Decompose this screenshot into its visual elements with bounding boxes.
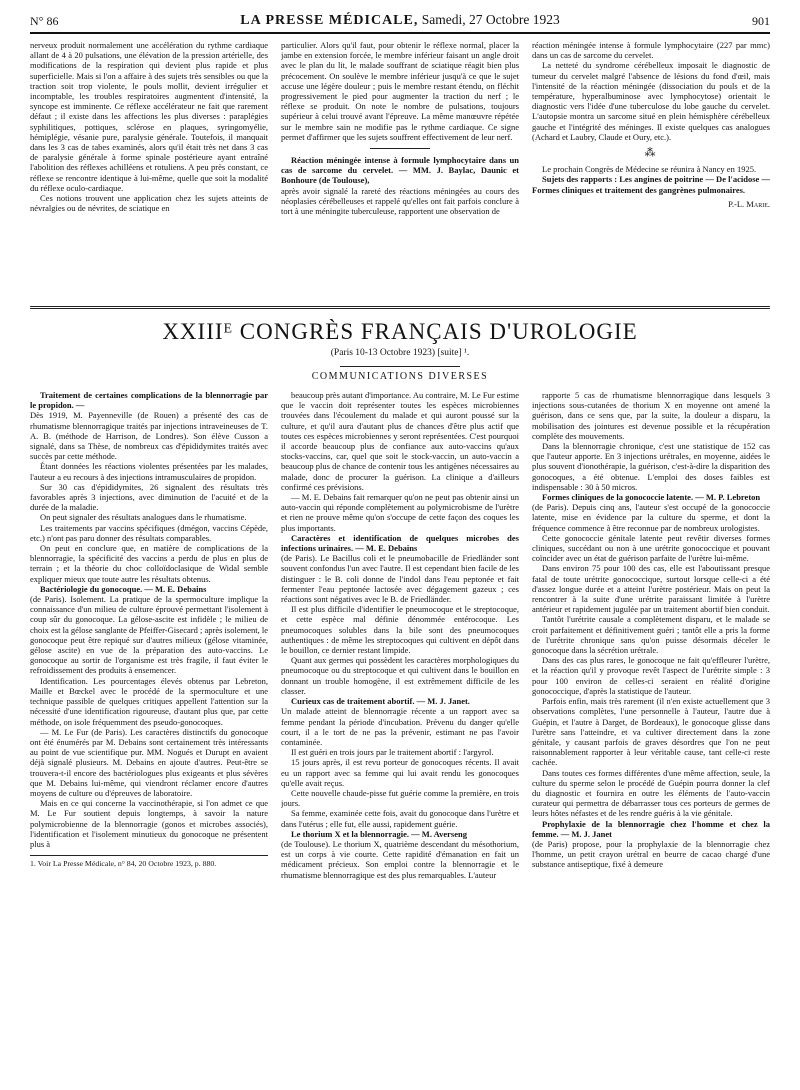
issue-number: N° 86 bbox=[30, 14, 59, 28]
bottom-column-2 bbox=[281, 390, 519, 1090]
paragraph: Cette gonococcie génitale latente peut revêtir diverses formes cliniques, succédant ou non à une urétrite gonococcique et pouvant coïncider avec un état de guérison parfaite de l'urètre lui-même. bbox=[532, 532, 770, 564]
paragraph: On peut en conclure que, en matière de complications de la blennorragie, la spécificité des vaccins a perdu de plus en plus de terrain ; et la théorie du choc colloïdoclasique de Widal semble expliquer mieux que toute autre les résultats obtenus. bbox=[30, 543, 268, 584]
section-heading: Traitement de certaines complications de la blennorragie par le propidon. — bbox=[30, 390, 268, 411]
paragraph: (de Paris) propose, pour la prophylaxie de la blennorragie chez l'homme, un petit crayon urétral en beurre de cacao chargé d'une substance antiseptique, fixé à demeure bbox=[532, 838, 770, 870]
paragraph: Il est guéri en trois jours par le traitement abortif : l'argyrol. bbox=[291, 747, 494, 758]
section-heading: Le thorium X et la blennorragie. — M. Averseng bbox=[291, 828, 467, 839]
bottom-column-1 bbox=[30, 390, 268, 1090]
paragraph: Un malade atteint de blennorragie récente a un rapport avec sa femme pendant la période d'incubation. Prévenu du danger qu'elle court, il a le tort de ne pas la prévenir, estimant ne pas l'avoir contaminée. bbox=[281, 706, 519, 747]
paragraph: (de Toulouse). Le thorium X, quatrième descendant du mésothorium, est un corps à vie courte. Cette rapidité d'émanation en fait un médicament précieux. Son emploi contre la blennorragie et le rhumatisme blennorragique est des plus remarquables. L'auteur bbox=[281, 838, 519, 880]
paragraph: Dans environ 75 pour 100 des cas, elle est l'aboutissant presque fatal de toute urétrite gonococcique, surtout lorsque celle-ci a été d'assez longue durée et a atteint l'urètre postérieur. Mais on peut la rencontrer à la suite d'une urétrite paraissant limitée à l'urètre antérieur et rapidement jugulée par un traitement abortif bien conduit. bbox=[532, 563, 770, 615]
section-heading: Caractères et identification de quelques microbes des infections urinaires. — M. E. Debains bbox=[281, 532, 519, 554]
paragraph: Les traitements par vaccins spécifiques (dmégon, vaccins Cépède, etc.) n'ont pas paru donner des résultats comparables. bbox=[30, 522, 268, 543]
divider bbox=[340, 366, 460, 367]
paragraph: Tantôt l'urétrite causale a complètement disparu, et le malade se croit parfaitement et définitivement guéri ; tantôt elle a pris la forme de l'urétrite chronique sans qu'on puisse désormais déceler le gonocoque dans la sécrétion urétrale. bbox=[532, 614, 770, 656]
section-heading: Formes cliniques de la gonococcie latente. — M. P. Lebreton bbox=[542, 492, 761, 503]
paragraph: (de Paris). Depuis cinq ans, l'auteur s'est occupé de la gonococcie latente, mise en évidence par la culture du sperme, et dont la fréquence commence à être reconnue par de nombreux urologistes. bbox=[532, 502, 770, 533]
top-column-3 bbox=[532, 40, 770, 300]
journal-name: LA PRESSE MÉDICALE, bbox=[240, 13, 419, 28]
paragraph: après avoir signalé la rareté des réactions méningées au cours des néoplasies cérébelleuses et rappelé qu'elles ont fait parfois conclure à tort à une méningite tuberculeuse, rapportent une observation de bbox=[281, 185, 519, 217]
paragraph: réaction méningée intense à formule lymphocytaire (227 par mmc) dans un cas de sarcome du cervelet. bbox=[532, 40, 770, 61]
page-number: 901 bbox=[752, 14, 770, 28]
top-column-1 bbox=[30, 40, 268, 300]
top-columns bbox=[30, 40, 770, 300]
section-heading: Bactériologie du gonocoque. — M. E. Debains bbox=[40, 583, 207, 594]
section-heading: Prophylaxie de la blennorragie chez l'homme et chez la femme. — M. J. Janet bbox=[532, 818, 770, 839]
paragraph: (de Paris). Le Bacillus coli et le pneumobacille de Friedländer sont souvent confondus l'un avec l'autre. Il est cependant bien facile de les distinguer : le B. coli donne de l'indol dans l'eau peptonée et fait fermenter l'eau peptonée lactosée avec dégagement gazeux ; ces réactions sont négatives avec le B. de Friedländer. bbox=[281, 553, 519, 605]
divider bbox=[370, 148, 430, 149]
paragraph: Sur 30 cas d'épididymites, 26 signalent des résultats très favorables après 3 injections, avec diminution de l'acuité et de la durée de la maladie. bbox=[30, 481, 268, 513]
congress-subtitle: (Paris 10-13 Octobre 1923) [suite] ¹. bbox=[330, 348, 470, 358]
paragraph: (de Paris). Isolement. La pratique de la spermoculture implique la connaissance d'un milieu de culture éprouvé permettant l'isolement à coup sûr du gonocoque. La gélose-ascite est infidèle ; le milieu de choix est la gélose sanglante de Pfeiffer-Gisecard ; après isolement, le gonocoque peut être repiqué sur d'autres milieux (gélose vitaminée, gélose ascite) en vue de la préparation des auto-vaccins. Le gonocoque au sortir de l'organisme est très fragile, il faut éviter le refroidissement des produits à ensemencer. bbox=[30, 594, 268, 676]
issue-date: Samedi, 27 Octobre 1923 bbox=[421, 12, 560, 27]
paragraph: beaucoup près autant d'importance. Au contraire, M. Le Fur estime que le vaccin doit représenter toutes les espèces microbiennes trouvées dans l'écoulement du malade et qui auront poussé sur la culture, et qu'il aura d'autant plus de chances d'être plus actif que toutes ces espèces microbiennes y seront représentées. C'est pourquoi il accorde beaucoup plus de confiance aux auto-vaccins qu'aux stocks-vaccins, car, quel que soit le stock-vaccin, un auto-vaccin a beaucoup plus de chance de contenir tous les antigènes nécessaires au malade, donc de procurer la guérison. La clinique a d'ailleurs confirmé ces prévisions. bbox=[281, 390, 519, 492]
paragraph: Dans toutes ces formes différentes d'une même affection, seule, la culture du sperme selon le procédé de Guépin pourra donner la clef du diagnostic et fournira en outre les éléments de l'auto-vaccin curateur qui permettra de débarrasser tous ces porteurs de germes de leurs hôtes néfastes et de les rendre guéris à la vie génitale. bbox=[532, 767, 770, 819]
paragraph: particulier. Alors qu'il faut, pour obtenir le réflexe normal, placer la jambe en extension forcée, le membre inférieur faisant un angle droit avec le plan du lit, le malade souffrant de sciatique réagit bien plus précocement. On soulève le membre inférieur jusqu'à ce que le sujet accuse une légère douleur ; puis le membre restant étendu, on fléchit progressivement le pied pour augmenter la traction du nerf ; le réflexe se produit. On note le nombre de pulsations, toujours supérieur à celui trouvé avant l'épreuve. La même manœuvre répétée sur le membre sain ne modifie pas le rythme cardiaque. Ce signe permet d'affirmer que les sujets souffrent effectivement de leur nerf. bbox=[281, 40, 519, 142]
section-heading: Curieux cas de traitement abortif. — M. J. Janet. bbox=[291, 696, 470, 707]
paragraph: Dès 1919, M. Payenneville (de Rouen) a présenté des cas de rhumatisme blennorragique traités par injections intraveineuses de T. A. B. (méthode de Harrison, de Londres). Son élève Cusson a signalé, dans sa Thèse, de nombreux cas d'épididymites traités avec succès par cette méthode. bbox=[30, 410, 268, 462]
paragraph: 15 jours après, il est revu porteur de gonocoques récents. Il avait eu un rapport avec sa femme qui lui avait rendu les gonocoques qu'elle avait reçus. bbox=[281, 757, 519, 788]
paragraph: Mais en ce qui concerne la vaccinothérapie, si l'on admet ce que M. Le Fur soutient depuis longtemps, à savoir la nature polymicrobienne de la blennorragie (gonos et microbes associés), l'identification et l'isolement minutieux du gonocoque ne présentent plus à bbox=[30, 798, 268, 849]
bottom-columns bbox=[30, 390, 770, 1090]
paragraph: Il est plus difficile d'identifier le pneumocoque et le streptocoque, et cette espèce mal définie dénommée entérocoque. Les pneumocoques solubles dans la bile sont des pneumocoques authentiques : de même les streptocoques qui cultivent en dépôt dans le bouillon, ce dernier restant limpide. bbox=[281, 604, 519, 656]
paragraph: Parfois enfin, mais très rarement (il n'en existe actuellement que 3 observations complètes, l'une personnelle à l'auteur, l'autre due à Guépin, et l'autre à Darget, de Bordeaux), le gonocoque glisse dans l'urètre sans l'atteindre, et va cultiver directement dans la zone génitale, y causant parfois de graves désordres que l'on ne peut raisonnablement rapporter à leur véritable cause, tant celle-ci reste cachée. bbox=[532, 696, 770, 768]
paragraph: — M. E. Debains fait remarquer qu'on ne peut pas obtenir ainsi un auto-vaccin qui réponde complètement au polymicrobisme de l'urètre et rien ne prouve même qu'on s'occupe de cette façon des coques les plus importants. bbox=[281, 492, 519, 533]
page bbox=[30, 12, 770, 1090]
paragraph: Ces notions trouvent une application chez les sujets atteints de névralgies ou de névrites, de sciatique en bbox=[30, 193, 268, 214]
paragraph: On peut signaler des résultats analogues dans le rhumatisme. bbox=[40, 512, 247, 523]
section-heading: Réaction méningée intense à formule lymphocytaire dans un cas de sarcome du cervelet. — MM. J. Baylac, Daunic et Bonhoure (de Toulouse), bbox=[281, 155, 519, 186]
signature: P.-L. Marie. bbox=[728, 198, 770, 209]
asterism: ⁂ bbox=[644, 147, 658, 160]
paragraph: Cette nouvelle chaude-pisse fut guérie comme la première, en trois jours. bbox=[281, 787, 519, 809]
bottom-column-3 bbox=[532, 390, 770, 1090]
section-separator bbox=[30, 306, 770, 309]
paragraph: Identification. Les pourcentages élevés obtenus par Lebreton, Maille et Bœckel avec le procédé de la spermoculture et une technique passible de quelques critiques appellent l'attention sur la nécessité d'une identification rigoureuse, d'autant plus que, par cette méthode, on isole fréquemment des pseudo-gonocoques. bbox=[30, 675, 268, 727]
congress-header bbox=[30, 319, 770, 382]
paragraph: — M. Le Fur (de Paris). Les caractères distinctifs du gonocoque ont été énumérés par M. Debains sont certainement très intéressants au point de vue scientifique pur. MM. Nogués et Durupt en avaient déjà signalé plusieurs. M. Debains en ajoute d'autres. Peut-être se trouvera-t-il encore des bactériologues plus exigeants et plus sévères que M. Debains lui-même, qui viendront réclamer encore d'autres moyens de culture ou d'épreuves de laboratoire. bbox=[30, 726, 268, 798]
paragraph: nerveux produit normalement une accélération du rythme cardiaque allant de 4 à 20 pulsations, une élévation de la pression artérielle, des modifications de la respiration qui devient plus rapide et plus superficielle. Mais si l'on a affaire à des sujets très sensibles ou que la traction soit trop violente, le pouls mollit, devient irrégulier et incomptable, les troubles respiratoires augmentent d'intensité, la syncope est imminente. Ce réflexe accélérateur ne fait que rarement défaut ; il existe dans les affections les plus diverses : paraplégies syphilitiques, pottiques, sclérose en plaques, syringomyélie, hémiplégie, vésanie pure, paralysie générale. Toutefois, il manquait dans les 3 cas de tabes examinés, alors qu'il était très net dans 3 cas de paralysie générale à forme spinale postérieure ayant entraîné l'abolition des réflexes achilléens et rotuliens. A peu près constant, ce réflexe se rencontre identique à lui-même, quelle que soit la modalité du réflexe oculo-cardiaque. bbox=[30, 40, 268, 193]
paragraph: Étant données les réactions violentes présentées par les malades, l'auteur a eu recours à des injections intramusculaires de propidon. bbox=[30, 461, 268, 482]
paragraph: Dans des cas plus rares, le gonocoque ne fait qu'effleurer l'urètre, et la réaction qu'il y provoque revêt l'aspect de l'urétrite simple : 3 pour 100 environ de celles-ci seraient en réalité d'origine gonococcique, d'après la statistique de l'auteur. bbox=[532, 655, 770, 696]
congress-title: XXIIIᴱ CONGRÈS FRANÇAIS D'UROLOGIE bbox=[162, 319, 638, 344]
section-title: COMMUNICATIONS DIVERSES bbox=[311, 371, 489, 382]
paragraph: Sujets des rapports : Les angines de poitrine — De l'acidose — Formes cliniques et traitement des gangrènes pulmonaires. bbox=[532, 174, 770, 195]
footnote: 1. Voir La Presse Médicale, n° 84, 20 Octobre 1923, p. 880. bbox=[30, 855, 268, 869]
paragraph: La netteté du syndrome cérébelleux imposait le diagnostic de tumeur du cervelet malgré l'absence de lésions du fond d'œil, mais l'intensité de la réaction méningée (dissociation du pouls et de la température, hyperalbuminose avec lymphocytose) orientait le diagnostic vers l'idée d'une tuberculose du lobe gauche du cervelet. L'autopsie montra un sarcome situé en plein hémisphère cérébelleux gauche et l'intégrité des méninges. Il existe quelques cas analogues (Achard et Laubry, Claude et Oury, etc.). bbox=[532, 60, 770, 142]
paragraph: Dans la blennorragie chronique, c'est une statistique de 152 cas que l'auteur apporte. En 3 injections urétrales, en moyenne, aidées le plus souvent d'ionothérapie, la guérison, c'est-à-dire la disparition des gonocoques, a été obtenue. L'emploi des doses faibles est indispensable : 30 à 50 micros. bbox=[532, 441, 770, 492]
journal-title bbox=[30, 12, 770, 29]
paragraph: Le prochain Congrès de Médecine se réunira à Nancy en 1925. bbox=[542, 164, 757, 175]
running-header bbox=[30, 12, 770, 34]
top-column-2 bbox=[281, 40, 519, 300]
paragraph: Sa femme, examinée cette fois, avait du gonocoque dans l'urètre et dans l'utérus ; elle fut, elle aussi, rapidement guérie. bbox=[281, 808, 519, 829]
paragraph: Quant aux germes qui possèdent les caractères morphologiques du pneumocoque ou du streptocoque et qui cultivent dans le bouillon en donnant un trouble homogène, il est extrêmement difficile de les classer. bbox=[281, 655, 519, 696]
paragraph: rapporte 5 cas de rhumatisme blennorragique dans lesquels 3 injections sous-cutanées de thorium X en moyenne ont amené la guérison, dans ce sens que, par la suite, la douleur a disparu, la mobilisation des jointures est devenue possible et la récupération complète des mouvements. bbox=[532, 390, 770, 441]
